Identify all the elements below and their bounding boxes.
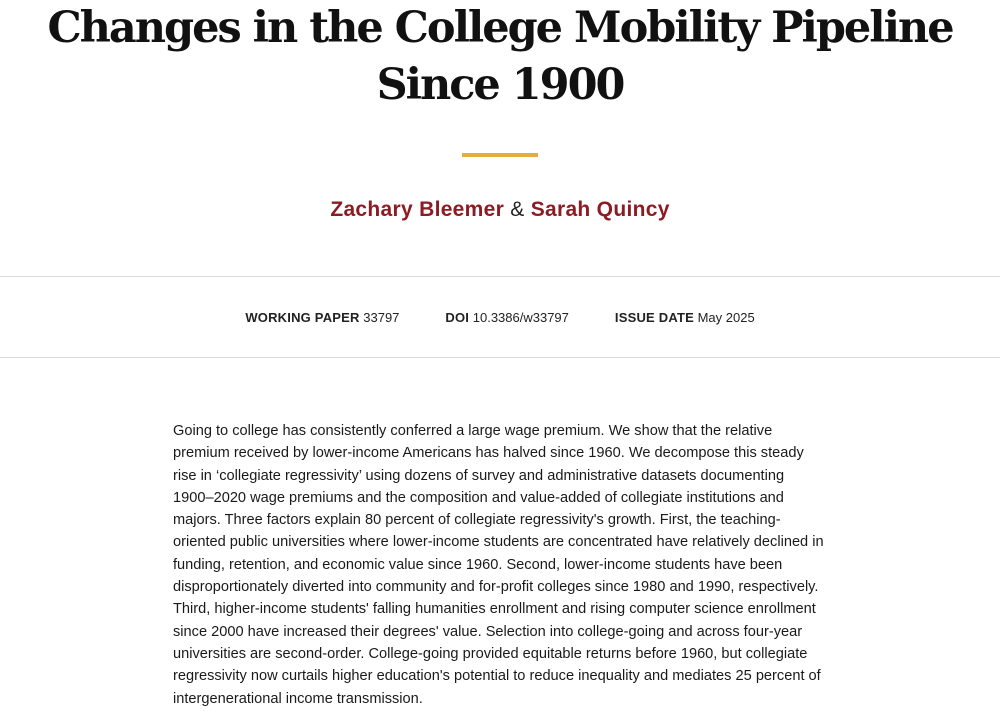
- page-title: Changes in the College Mobility Pipeline Since 1900: [47, 3, 953, 110]
- working-paper-value: 33797: [363, 309, 400, 325]
- doi-label: DOI: [445, 309, 470, 325]
- author-separator: &: [510, 198, 525, 221]
- working-paper-number: [245, 310, 399, 325]
- issue-date: [615, 310, 755, 325]
- abstract-text: Going to college has consistently conferred a large wage premium. We show that the relative premium received by lower-income Americans has halved since 1960. We decompose this steady rise in ‘collegiate regressivity’ using dozens of survey and administrative datasets documenting 1900–2020 wage premiums and the composition and value-added of collegiate institutions and majors. Three factors explain 80 percent of collegiate regressivity's growth. First, the teaching-oriented public universities where lower-income students are concentrated have relatively declined in funding, retention, and economic value since 1960. Second, lower-income students have been disproportionately diverted into community and for-profit colleges since 1980 and 1990, respectively. Third, higher-income students' falling humanities enrollment and rising computer science enrollment since 2000 have increased their degrees' value. Selection into college-going and across four-year universities are second-order. College-going provided equitable returns before 1960, but collegiate regressivity now curtails higher education's potential to reduce inequality and mediates 25 percent of intergenerational income transmission.: [173, 423, 824, 707]
- issue-date-label: ISSUE DATE: [614, 309, 694, 325]
- author-list: [0, 194, 1000, 226]
- title-accent-rule: [462, 153, 538, 157]
- author-link-sarah-quincy[interactable]: Sarah Quincy: [530, 198, 670, 221]
- author-link-zachary-bleemer[interactable]: Zachary Bleemer: [330, 198, 505, 221]
- doi-value: 10.3386/w33797: [472, 309, 569, 325]
- working-paper-label: WORKING PAPER: [245, 309, 360, 325]
- paper-meta-bar: [0, 276, 1000, 358]
- issue-date-value: May 2025: [697, 309, 755, 325]
- doi: [445, 310, 569, 325]
